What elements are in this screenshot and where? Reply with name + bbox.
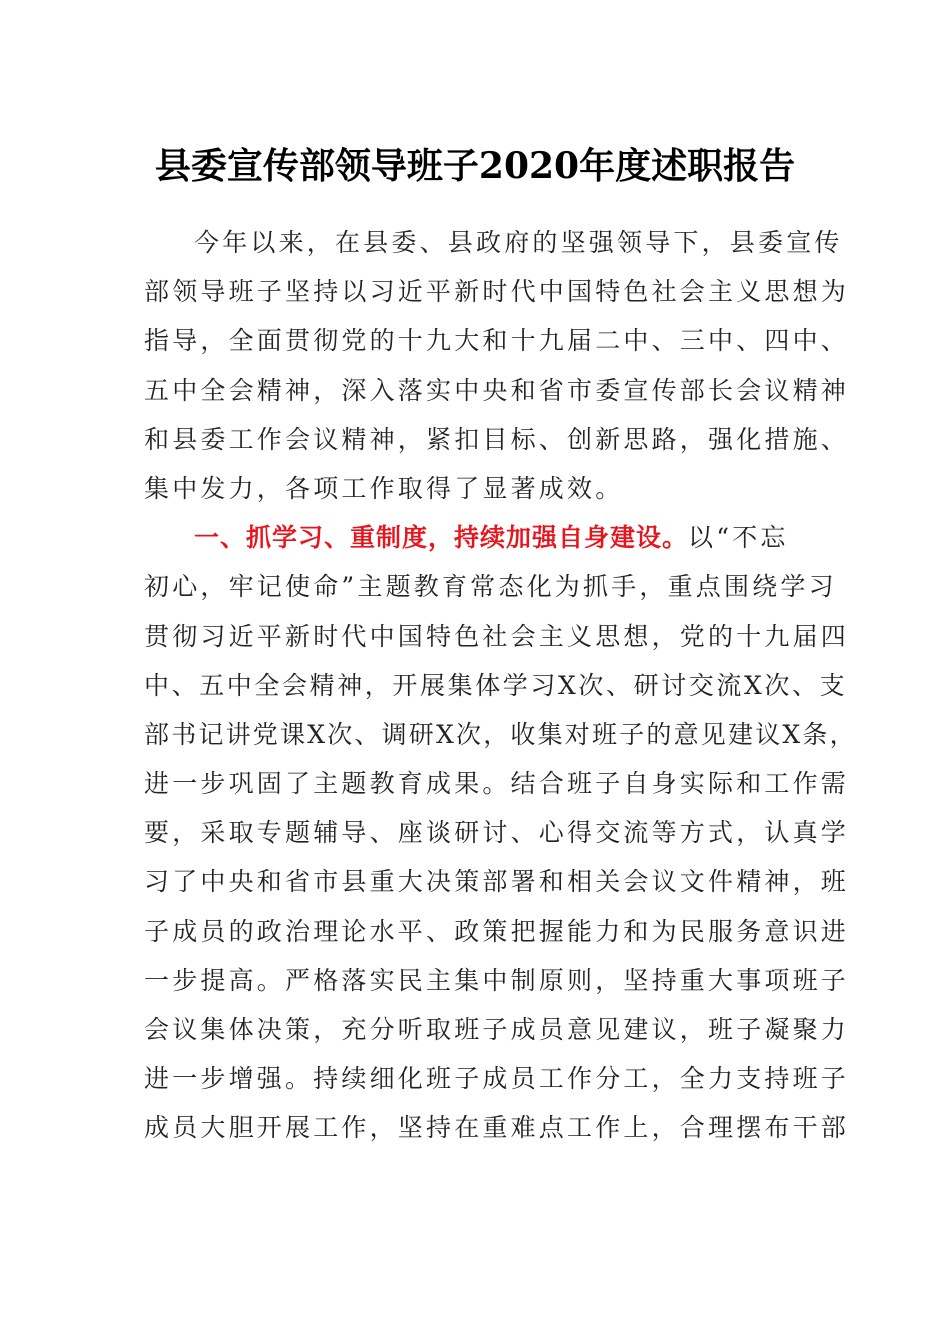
paragraph-line: 集中发力，各项工作取得了显著成效。 [144, 473, 624, 503]
paragraph-line: 成员大胆开展工作，坚持在重难点工作上，合理摆布干部 [144, 1113, 850, 1143]
paragraph-line: 今年以来，在县委、县政府的坚强领导下，县委宣传 [194, 228, 843, 257]
paragraph-line: 贯彻习近平新时代中国特色社会主义思想，党的十九届四 [144, 621, 850, 651]
paragraph-line: 进一步增强。持续细化班子成员工作分工，全力支持班子 [144, 1064, 850, 1094]
paragraph-line: 要，采取专题辅导、座谈研讨、心得交流等方式，认真学 [144, 818, 850, 848]
section-first-line-rest: 以“不忘 [688, 523, 789, 553]
paragraph-line: 子成员的政治理论水平、政策把握能力和为民服务意识进 [144, 916, 850, 946]
document-body [144, 218, 857, 1153]
paragraph-line: 部领导班子坚持以习近平新时代中国特色社会主义思想为 [144, 277, 850, 307]
document-title: 县委宣传部领导班子2020年度述职报告 [154, 145, 796, 187]
paragraph-line: 进一步巩固了主题教育成果。结合班子自身实际和工作需 [144, 769, 850, 799]
paragraph-line: 一步提高。严格落实民主集中制原则，坚持重大事项班子 [144, 965, 850, 995]
section-first-line [144, 513, 806, 562]
paragraph-line: 习了中央和省市县重大决策部署和相关会议文件精神，班 [144, 867, 850, 897]
paragraph-line: 部书记讲党课X次、调研X次，收集对班子的意见建议X条， [144, 719, 857, 749]
paragraph-line: 指导，全面贯彻党的十九大和十九届二中、三中、四中、 [144, 326, 850, 356]
paragraph-line: 五中全会精神，深入落实中央和省市委宣传部长会议精神 [144, 375, 850, 405]
paragraph-line: 中、五中全会精神，开展集体学习X次、研讨交流X次、支 [144, 670, 848, 700]
paragraph-line: 初心，牢记使命”主题教育常态化为抓手，重点围绕学习 [144, 572, 837, 602]
paragraph-line: 会议集体决策，充分听取班子成员意见建议，班子凝聚力 [144, 1015, 850, 1044]
paragraph-line: 和县委工作会议精神，紧扣目标、创新思路，强化措施、 [144, 424, 850, 454]
section-heading: 一、抓学习、重制度，持续加强自身建设。 [194, 523, 689, 553]
